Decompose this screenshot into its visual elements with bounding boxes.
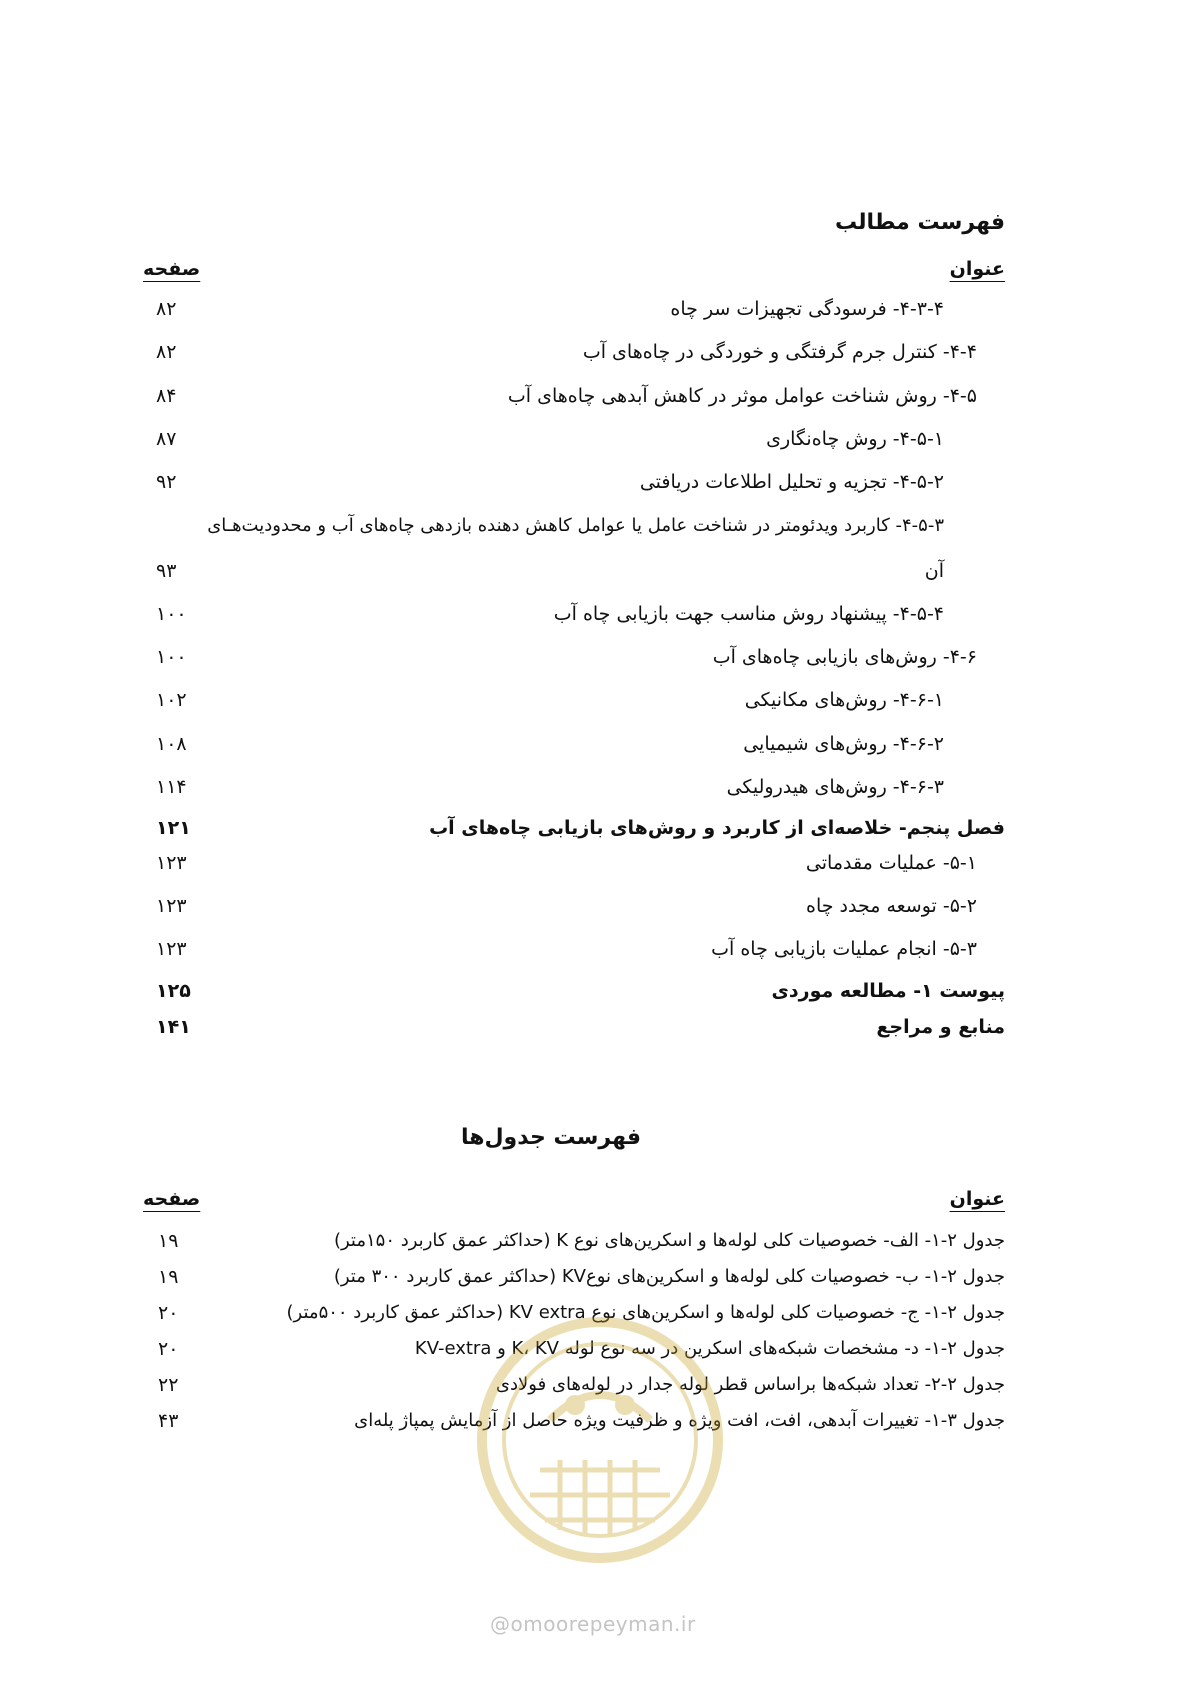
watermark-site-text: @omoorepeyman.ir — [490, 1612, 696, 1636]
toc-entry-page: ۱۰۸ — [156, 733, 187, 755]
toc-appendix-text: پیوست ۱- مطالعه موردی — [771, 980, 1005, 1002]
toc-entry-text: ۵-۱- عملیات مقدماتی — [805, 852, 977, 874]
toc-entry-page: ۱۲۳ — [156, 938, 187, 960]
toc-entry-text: ۴-۶-۱- روش‌های مکانیکی — [744, 689, 944, 711]
toc-entry-page: ۸۴ — [156, 385, 177, 407]
toc-entry-text: ۴-۵-۱- روش چاه‌نگاری — [766, 428, 944, 450]
toc-appendix-page: ۱۲۵ — [156, 980, 191, 1002]
tables-header-page: صفحه — [143, 1188, 201, 1210]
tables-entry-text: جدول ۲-۱- ج- خصوصیات کلی لوله‌ها و اسکرین‌های نوع KV extra (حداکثر عمق کاربرد ۵۰۰متر) — [286, 1302, 1005, 1323]
toc-entry-text: ۴-۶- روش‌های بازیابی چاه‌های آب — [712, 646, 977, 668]
toc-entry-page: ۱۲۳ — [156, 895, 187, 917]
tables-entry-page: ۲۰ — [158, 1302, 179, 1324]
tables-entry-text: جدول ۲-۱- ب- خصوصیات کلی لوله‌ها و اسکرین‌های نوعKV (حداکثر عمق کاربرد ۳۰۰ متر) — [333, 1266, 1005, 1287]
watermark-seal-icon — [470, 1310, 730, 1570]
tables-entry-page: ۱۹ — [158, 1230, 179, 1252]
tables-entry-page: ۱۹ — [158, 1266, 179, 1288]
toc-chapter-page: ۱۲۱ — [156, 817, 191, 839]
toc-entry-text-continuation: آن — [924, 560, 944, 582]
tables-entry-text: جدول ۳-۱- تغییرات آبدهی، افت، افت ویژه و ظرفیت ویژه حاصل از آزمایش پمپاژ پله‌ای — [354, 1410, 1005, 1431]
toc-entry-page: ۱۰۲ — [156, 689, 187, 711]
toc-entry-text: ۴-۵-۲- تجزیه و تحلیل اطلاعات دریافتی — [639, 471, 944, 493]
toc-entry-page: ۱۰۰ — [156, 603, 187, 625]
toc-entry-page: ۸۷ — [156, 428, 177, 450]
toc-entry-page: ۹۲ — [156, 471, 177, 493]
toc-references-page: ۱۴۱ — [156, 1016, 191, 1038]
tables-entry-text: جدول ۲-۲- تعداد شبکه‌ها براساس قطر لوله جدار در لوله‌های فولادی — [495, 1374, 1005, 1395]
toc-chapter-text: فصل پنجم- خلاصه‌ای از کاربرد و روش‌های بازیابی چاه‌های آب — [429, 817, 1005, 839]
toc-entry-text: ۵-۲- توسعه مجدد چاه — [806, 895, 977, 917]
tables-entry-text: جدول ۲-۱- د- مشخصات شبکه‌های اسکرین در سه نوع لوله K، KV و KV-extra — [414, 1338, 1005, 1359]
tables-title: فهرست جدول‌ها — [460, 1125, 641, 1150]
toc-entry-page: ۸۲ — [156, 298, 177, 320]
toc-entry-text: ۴-۳-۴- فرسودگی تجهیزات سر چاه — [670, 298, 944, 320]
toc-entry-text: ۴-۴- کنترل جرم گرفتگی و خوردگی در چاه‌های آب — [582, 341, 977, 363]
toc-header-page: صفحه — [143, 258, 201, 280]
toc-entry-page: ۱۲۳ — [156, 852, 187, 874]
tables-header-title: عنوان — [949, 1188, 1005, 1210]
toc-entry-text: ۵-۳- انجام عملیات بازیابی چاه آب — [711, 938, 977, 960]
toc-header-title: عنوان — [949, 258, 1005, 280]
tables-entry-page: ۲۲ — [158, 1374, 179, 1396]
toc-entry-text: ۴-۵- روش شناخت عوامل موثر در کاهش آبدهی چاه‌های آب — [507, 385, 977, 407]
tables-entry-page: ۲۰ — [158, 1338, 179, 1360]
tables-entry-page: ۴۳ — [158, 1410, 179, 1432]
toc-title: فهرست مطالب — [834, 210, 1005, 235]
toc-entry-text: ۴-۵-۴- پیشنهاد روش مناسب جهت بازیابی چاه آب — [553, 603, 944, 625]
toc-entry-page: ۹۳ — [156, 560, 177, 582]
toc-entry-text: ۴-۵-۳- کاربرد ویدئومتر در شناخت عامل یا عوامل کاهش دهنده بازدهی چاه‌های آب و محدودیت‌هـای — [207, 515, 944, 536]
toc-references-text: منابع و مراجع — [876, 1016, 1005, 1038]
toc-entry-page: ۸۲ — [156, 341, 177, 363]
toc-entry-page: ۱۰۰ — [156, 646, 187, 668]
toc-entry-text: ۴-۶-۳- روش‌های هیدرولیکی — [726, 776, 944, 798]
toc-entry-text: ۴-۶-۲- روش‌های شیمیایی — [743, 733, 944, 755]
tables-entry-text: جدول ۲-۱- الف- خصوصیات کلی لوله‌ها و اسکرین‌های نوع K (حداکثر عمق کاربرد ۱۵۰متر) — [333, 1230, 1005, 1251]
toc-entry-page: ۱۱۴ — [156, 776, 187, 798]
